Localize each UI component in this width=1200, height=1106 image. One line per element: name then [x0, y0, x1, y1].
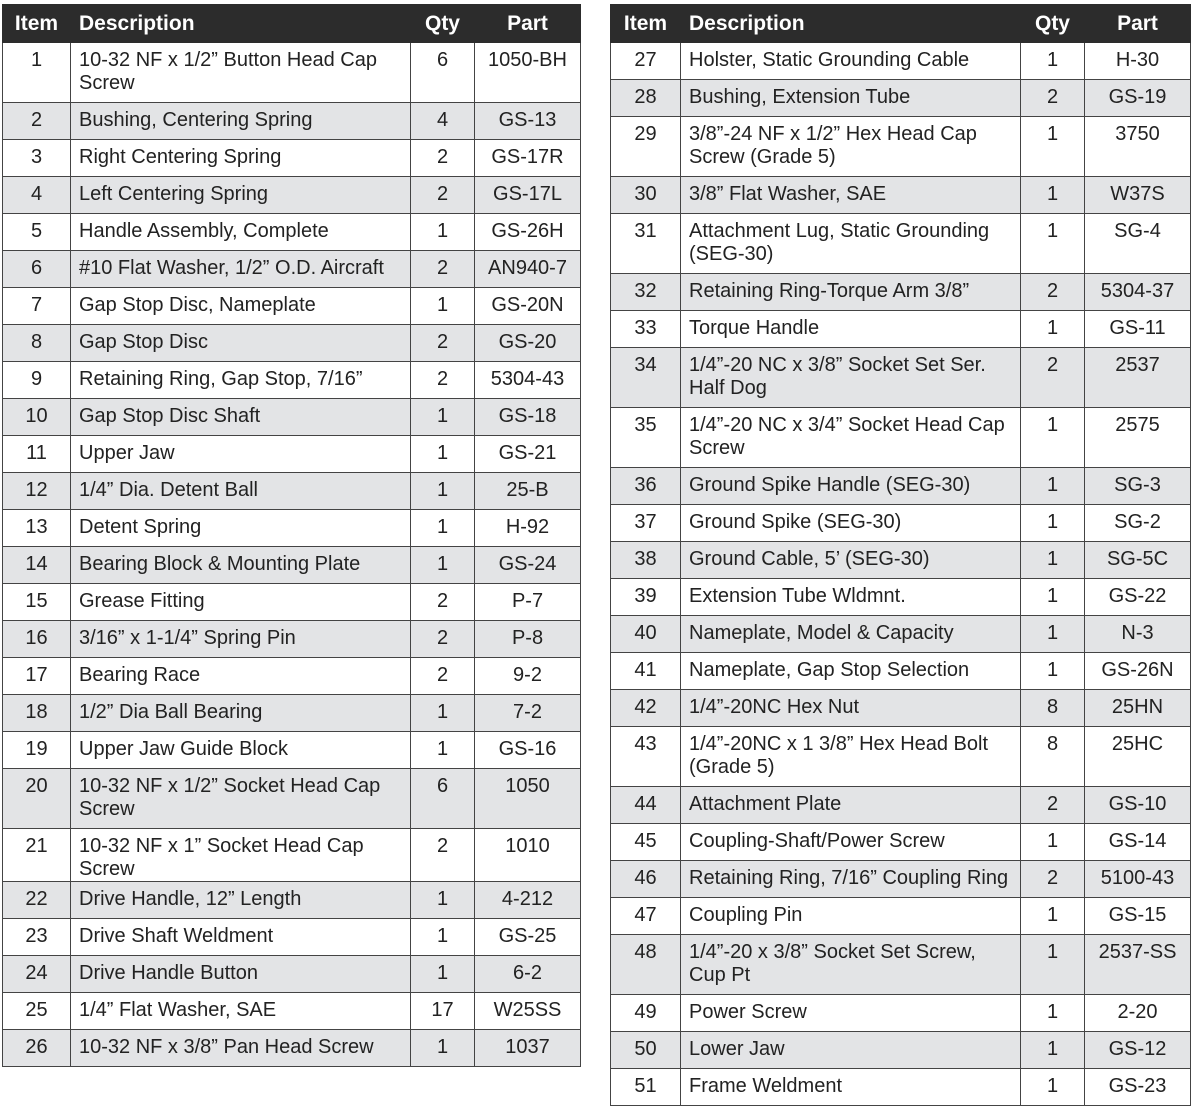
part-cell: SG-3 — [1085, 468, 1191, 505]
item-cell: 9 — [3, 362, 71, 399]
description-cell: Drive Shaft Weldment — [71, 919, 411, 956]
description-cell: Power Screw — [681, 995, 1021, 1032]
table-row — [3, 584, 581, 621]
table-row — [611, 935, 1191, 995]
description-cell: Upper Jaw — [71, 436, 411, 473]
description-cell: 3/8” Flat Washer, SAE — [681, 177, 1021, 214]
qty-cell: 1 — [411, 214, 475, 251]
description-cell: 3/16” x 1-1/4” Spring Pin — [71, 621, 411, 658]
item-cell: 32 — [611, 274, 681, 311]
qty-cell: 1 — [1021, 1032, 1085, 1069]
table-row — [3, 769, 581, 829]
part-cell: GS-19 — [1085, 80, 1191, 117]
qty-cell: 2 — [1021, 80, 1085, 117]
part-cell: 4-212 — [475, 882, 581, 919]
qty-cell: 1 — [1021, 1069, 1085, 1106]
table-row — [611, 214, 1191, 274]
part-cell: 7-2 — [475, 695, 581, 732]
qty-cell: 8 — [1021, 690, 1085, 727]
description-cell: Gap Stop Disc, Nameplate — [71, 288, 411, 325]
header-description: Description — [71, 5, 411, 43]
qty-cell: 1 — [411, 288, 475, 325]
description-cell: Gap Stop Disc — [71, 325, 411, 362]
description-cell: Torque Handle — [681, 311, 1021, 348]
part-cell: 1037 — [475, 1030, 581, 1067]
table-row — [3, 362, 581, 399]
part-cell: SG-4 — [1085, 214, 1191, 274]
table-row — [3, 510, 581, 547]
qty-cell: 2 — [411, 584, 475, 621]
description-cell: Retaining Ring-Torque Arm 3/8” — [681, 274, 1021, 311]
part-cell: GS-18 — [475, 399, 581, 436]
item-cell: 5 — [3, 214, 71, 251]
description-cell: Detent Spring — [71, 510, 411, 547]
part-cell: H-92 — [475, 510, 581, 547]
table-row — [3, 288, 581, 325]
part-cell: N-3 — [1085, 616, 1191, 653]
qty-cell: 1 — [411, 473, 475, 510]
qty-cell: 6 — [411, 769, 475, 829]
description-cell: 1/4” Dia. Detent Ball — [71, 473, 411, 510]
part-cell: SG-5C — [1085, 542, 1191, 579]
item-cell: 33 — [611, 311, 681, 348]
description-cell: Coupling Pin — [681, 898, 1021, 935]
part-cell: 25HN — [1085, 690, 1191, 727]
description-cell: Handle Assembly, Complete — [71, 214, 411, 251]
table-row — [611, 80, 1191, 117]
description-cell: #10 Flat Washer, 1/2” O.D. Aircraft — [71, 251, 411, 288]
part-cell: GS-17R — [475, 140, 581, 177]
description-cell: Drive Handle Button — [71, 956, 411, 993]
table-row — [611, 348, 1191, 408]
item-cell: 8 — [3, 325, 71, 362]
qty-cell: 2 — [411, 325, 475, 362]
qty-cell: 1 — [1021, 505, 1085, 542]
qty-cell: 1 — [1021, 214, 1085, 274]
part-cell: 9-2 — [475, 658, 581, 695]
part-cell: 2575 — [1085, 408, 1191, 468]
table-row — [3, 919, 581, 956]
item-cell: 43 — [611, 727, 681, 787]
part-cell: P-8 — [475, 621, 581, 658]
description-cell: Holster, Static Grounding Cable — [681, 43, 1021, 80]
qty-cell: 2 — [411, 658, 475, 695]
item-cell: 40 — [611, 616, 681, 653]
part-cell: 6-2 — [475, 956, 581, 993]
qty-cell: 1 — [1021, 579, 1085, 616]
item-cell: 22 — [3, 882, 71, 919]
qty-cell: 1 — [1021, 824, 1085, 861]
qty-cell: 1 — [1021, 653, 1085, 690]
part-cell: GS-11 — [1085, 311, 1191, 348]
description-cell: Bushing, Extension Tube — [681, 80, 1021, 117]
qty-cell: 17 — [411, 993, 475, 1030]
qty-cell: 1 — [411, 1030, 475, 1067]
description-cell: Ground Cable, 5’ (SEG-30) — [681, 542, 1021, 579]
qty-cell: 1 — [1021, 117, 1085, 177]
table-row — [3, 882, 581, 919]
qty-cell: 1 — [1021, 311, 1085, 348]
table-row — [611, 653, 1191, 690]
part-cell: 25HC — [1085, 727, 1191, 787]
description-cell: 10-32 NF x 3/8” Pan Head Screw — [71, 1030, 411, 1067]
table-row — [3, 829, 581, 882]
item-cell: 6 — [3, 251, 71, 288]
description-cell: 1/4”-20 NC x 3/4” Socket Head Cap Screw — [681, 408, 1021, 468]
item-cell: 38 — [611, 542, 681, 579]
qty-cell: 6 — [411, 43, 475, 103]
table-row — [3, 695, 581, 732]
qty-cell: 1 — [1021, 468, 1085, 505]
item-cell: 46 — [611, 861, 681, 898]
part-cell: GS-17L — [475, 177, 581, 214]
table-row — [611, 995, 1191, 1032]
item-cell: 14 — [3, 547, 71, 584]
header-description: Description — [681, 5, 1021, 43]
table-row — [611, 616, 1191, 653]
qty-cell: 1 — [411, 510, 475, 547]
item-cell: 2 — [3, 103, 71, 140]
part-cell: 1050-BH — [475, 43, 581, 103]
header-item: Item — [3, 5, 71, 43]
qty-cell: 2 — [1021, 274, 1085, 311]
item-cell: 4 — [3, 177, 71, 214]
part-cell: GS-13 — [475, 103, 581, 140]
part-cell: 5100-43 — [1085, 861, 1191, 898]
description-cell: 1/2” Dia Ball Bearing — [71, 695, 411, 732]
header-part: Part — [1085, 5, 1191, 43]
item-cell: 36 — [611, 468, 681, 505]
qty-cell: 1 — [411, 399, 475, 436]
qty-cell: 1 — [411, 436, 475, 473]
qty-cell: 1 — [1021, 616, 1085, 653]
qty-cell: 1 — [1021, 995, 1085, 1032]
item-cell: 39 — [611, 579, 681, 616]
table-row — [3, 956, 581, 993]
qty-cell: 1 — [411, 695, 475, 732]
part-cell: W37S — [1085, 177, 1191, 214]
description-cell: 3/8”-24 NF x 1/2” Hex Head Cap Screw (Grade 5) — [681, 117, 1021, 177]
table-row — [3, 43, 581, 103]
part-cell: 1050 — [475, 769, 581, 829]
qty-cell: 2 — [1021, 787, 1085, 824]
table-header-row — [611, 5, 1191, 43]
part-cell: GS-26N — [1085, 653, 1191, 690]
parts-table-left-body — [3, 43, 581, 1067]
description-cell: 10-32 NF x 1/2” Socket Head Cap Screw — [71, 769, 411, 829]
table-row — [611, 117, 1191, 177]
qty-cell: 1 — [1021, 935, 1085, 995]
description-cell: Bushing, Centering Spring — [71, 103, 411, 140]
table-row — [3, 103, 581, 140]
part-cell: GS-16 — [475, 732, 581, 769]
description-cell: 1/4”-20 x 3/8” Socket Set Screw, Cup Pt — [681, 935, 1021, 995]
item-cell: 19 — [3, 732, 71, 769]
qty-cell: 2 — [411, 621, 475, 658]
table-row — [3, 140, 581, 177]
description-cell: Coupling-Shaft/Power Screw — [681, 824, 1021, 861]
qty-cell: 1 — [1021, 542, 1085, 579]
table-row — [3, 732, 581, 769]
item-cell: 31 — [611, 214, 681, 274]
description-cell: Left Centering Spring — [71, 177, 411, 214]
part-cell: GS-24 — [475, 547, 581, 584]
part-cell: 2537-SS — [1085, 935, 1191, 995]
part-cell: GS-15 — [1085, 898, 1191, 935]
qty-cell: 2 — [1021, 348, 1085, 408]
description-cell: 10-32 NF x 1” Socket Head Cap Screw — [71, 829, 411, 882]
description-cell: Nameplate, Model & Capacity — [681, 616, 1021, 653]
item-cell: 13 — [3, 510, 71, 547]
part-cell: GS-14 — [1085, 824, 1191, 861]
description-cell: Extension Tube Wldmnt. — [681, 579, 1021, 616]
item-cell: 48 — [611, 935, 681, 995]
header-part: Part — [475, 5, 581, 43]
description-cell: Lower Jaw — [681, 1032, 1021, 1069]
header-qty: Qty — [1021, 5, 1085, 43]
description-cell: Nameplate, Gap Stop Selection — [681, 653, 1021, 690]
table-row — [611, 311, 1191, 348]
description-cell: Right Centering Spring — [71, 140, 411, 177]
item-cell: 15 — [3, 584, 71, 621]
description-cell: 1/4”-20NC x 1 3/8” Hex Head Bolt (Grade 5) — [681, 727, 1021, 787]
table-row — [611, 505, 1191, 542]
part-cell: GS-22 — [1085, 579, 1191, 616]
qty-cell: 1 — [1021, 898, 1085, 935]
description-cell: Ground Spike (SEG-30) — [681, 505, 1021, 542]
part-cell: 1010 — [475, 829, 581, 882]
parts-table-left — [2, 4, 581, 1067]
item-cell: 51 — [611, 1069, 681, 1106]
part-cell: GS-21 — [475, 436, 581, 473]
table-row — [3, 547, 581, 584]
item-cell: 1 — [3, 43, 71, 103]
part-cell: GS-20 — [475, 325, 581, 362]
description-cell: Gap Stop Disc Shaft — [71, 399, 411, 436]
item-cell: 18 — [3, 695, 71, 732]
qty-cell: 1 — [1021, 43, 1085, 80]
item-cell: 21 — [3, 829, 71, 882]
table-row — [611, 274, 1191, 311]
table-row — [3, 399, 581, 436]
table-row — [611, 1069, 1191, 1106]
table-row — [611, 177, 1191, 214]
description-cell: Drive Handle, 12” Length — [71, 882, 411, 919]
part-cell: GS-12 — [1085, 1032, 1191, 1069]
parts-table-right — [610, 4, 1191, 1106]
item-cell: 28 — [611, 80, 681, 117]
table-row — [3, 621, 581, 658]
table-row — [3, 1030, 581, 1067]
item-cell: 23 — [3, 919, 71, 956]
table-row — [611, 690, 1191, 727]
part-cell: GS-23 — [1085, 1069, 1191, 1106]
table-row — [3, 177, 581, 214]
parts-table-right-body — [611, 43, 1191, 1106]
item-cell: 24 — [3, 956, 71, 993]
part-cell: GS-10 — [1085, 787, 1191, 824]
description-cell: 1/4”-20NC Hex Nut — [681, 690, 1021, 727]
item-cell: 17 — [3, 658, 71, 695]
qty-cell: 1 — [411, 732, 475, 769]
table-row — [3, 658, 581, 695]
item-cell: 41 — [611, 653, 681, 690]
part-cell: AN940-7 — [475, 251, 581, 288]
item-cell: 20 — [3, 769, 71, 829]
description-cell: Retaining Ring, Gap Stop, 7/16” — [71, 362, 411, 399]
description-cell: 10-32 NF x 1/2” Button Head Cap Screw — [71, 43, 411, 103]
part-cell: W25SS — [475, 993, 581, 1030]
table-row — [611, 468, 1191, 505]
part-cell: 2537 — [1085, 348, 1191, 408]
item-cell: 37 — [611, 505, 681, 542]
item-cell: 10 — [3, 399, 71, 436]
description-cell: Frame Weldment — [681, 1069, 1021, 1106]
table-row — [611, 898, 1191, 935]
part-cell: H-30 — [1085, 43, 1191, 80]
table-header-row — [3, 5, 581, 43]
part-cell: 5304-37 — [1085, 274, 1191, 311]
item-cell: 47 — [611, 898, 681, 935]
item-cell: 49 — [611, 995, 681, 1032]
part-cell: 5304-43 — [475, 362, 581, 399]
header-qty: Qty — [411, 5, 475, 43]
item-cell: 7 — [3, 288, 71, 325]
part-cell: P-7 — [475, 584, 581, 621]
table-row — [3, 325, 581, 362]
part-cell: GS-26H — [475, 214, 581, 251]
description-cell: Attachment Lug, Static Grounding (SEG-30) — [681, 214, 1021, 274]
qty-cell: 1 — [411, 882, 475, 919]
part-cell: 3750 — [1085, 117, 1191, 177]
item-cell: 45 — [611, 824, 681, 861]
table-row — [611, 1032, 1191, 1069]
item-cell: 12 — [3, 473, 71, 510]
description-cell: Upper Jaw Guide Block — [71, 732, 411, 769]
table-row — [611, 542, 1191, 579]
table-row — [3, 251, 581, 288]
description-cell: Ground Spike Handle (SEG-30) — [681, 468, 1021, 505]
qty-cell: 2 — [411, 140, 475, 177]
item-cell: 44 — [611, 787, 681, 824]
item-cell: 29 — [611, 117, 681, 177]
table-row — [611, 787, 1191, 824]
part-cell: 25-B — [475, 473, 581, 510]
item-cell: 27 — [611, 43, 681, 80]
qty-cell: 1 — [411, 956, 475, 993]
part-cell: 2-20 — [1085, 995, 1191, 1032]
item-cell: 35 — [611, 408, 681, 468]
qty-cell: 1 — [1021, 408, 1085, 468]
item-cell: 11 — [3, 436, 71, 473]
header-item: Item — [611, 5, 681, 43]
table-row — [611, 579, 1191, 616]
description-cell: 1/4” Flat Washer, SAE — [71, 993, 411, 1030]
table-row — [611, 861, 1191, 898]
qty-cell: 2 — [411, 177, 475, 214]
description-cell: Bearing Race — [71, 658, 411, 695]
table-row — [611, 43, 1191, 80]
qty-cell: 2 — [411, 362, 475, 399]
item-cell: 25 — [3, 993, 71, 1030]
description-cell: 1/4”-20 NC x 3/8” Socket Set Ser. Half Dog — [681, 348, 1021, 408]
qty-cell: 8 — [1021, 727, 1085, 787]
table-row — [3, 993, 581, 1030]
qty-cell: 2 — [1021, 861, 1085, 898]
item-cell: 34 — [611, 348, 681, 408]
qty-cell: 4 — [411, 103, 475, 140]
item-cell: 26 — [3, 1030, 71, 1067]
qty-cell: 1 — [411, 547, 475, 584]
table-row — [3, 436, 581, 473]
part-cell: GS-25 — [475, 919, 581, 956]
table-row — [611, 727, 1191, 787]
item-cell: 3 — [3, 140, 71, 177]
description-cell: Attachment Plate — [681, 787, 1021, 824]
description-cell: Bearing Block & Mounting Plate — [71, 547, 411, 584]
item-cell: 42 — [611, 690, 681, 727]
qty-cell: 1 — [1021, 177, 1085, 214]
part-cell: GS-20N — [475, 288, 581, 325]
qty-cell: 1 — [411, 919, 475, 956]
part-cell: SG-2 — [1085, 505, 1191, 542]
table-row — [611, 408, 1191, 468]
item-cell: 30 — [611, 177, 681, 214]
qty-cell: 2 — [411, 251, 475, 288]
item-cell: 50 — [611, 1032, 681, 1069]
description-cell: Retaining Ring, 7/16” Coupling Ring — [681, 861, 1021, 898]
qty-cell: 2 — [411, 829, 475, 882]
item-cell: 16 — [3, 621, 71, 658]
table-row — [611, 824, 1191, 861]
table-row — [3, 214, 581, 251]
table-row — [3, 473, 581, 510]
description-cell: Grease Fitting — [71, 584, 411, 621]
